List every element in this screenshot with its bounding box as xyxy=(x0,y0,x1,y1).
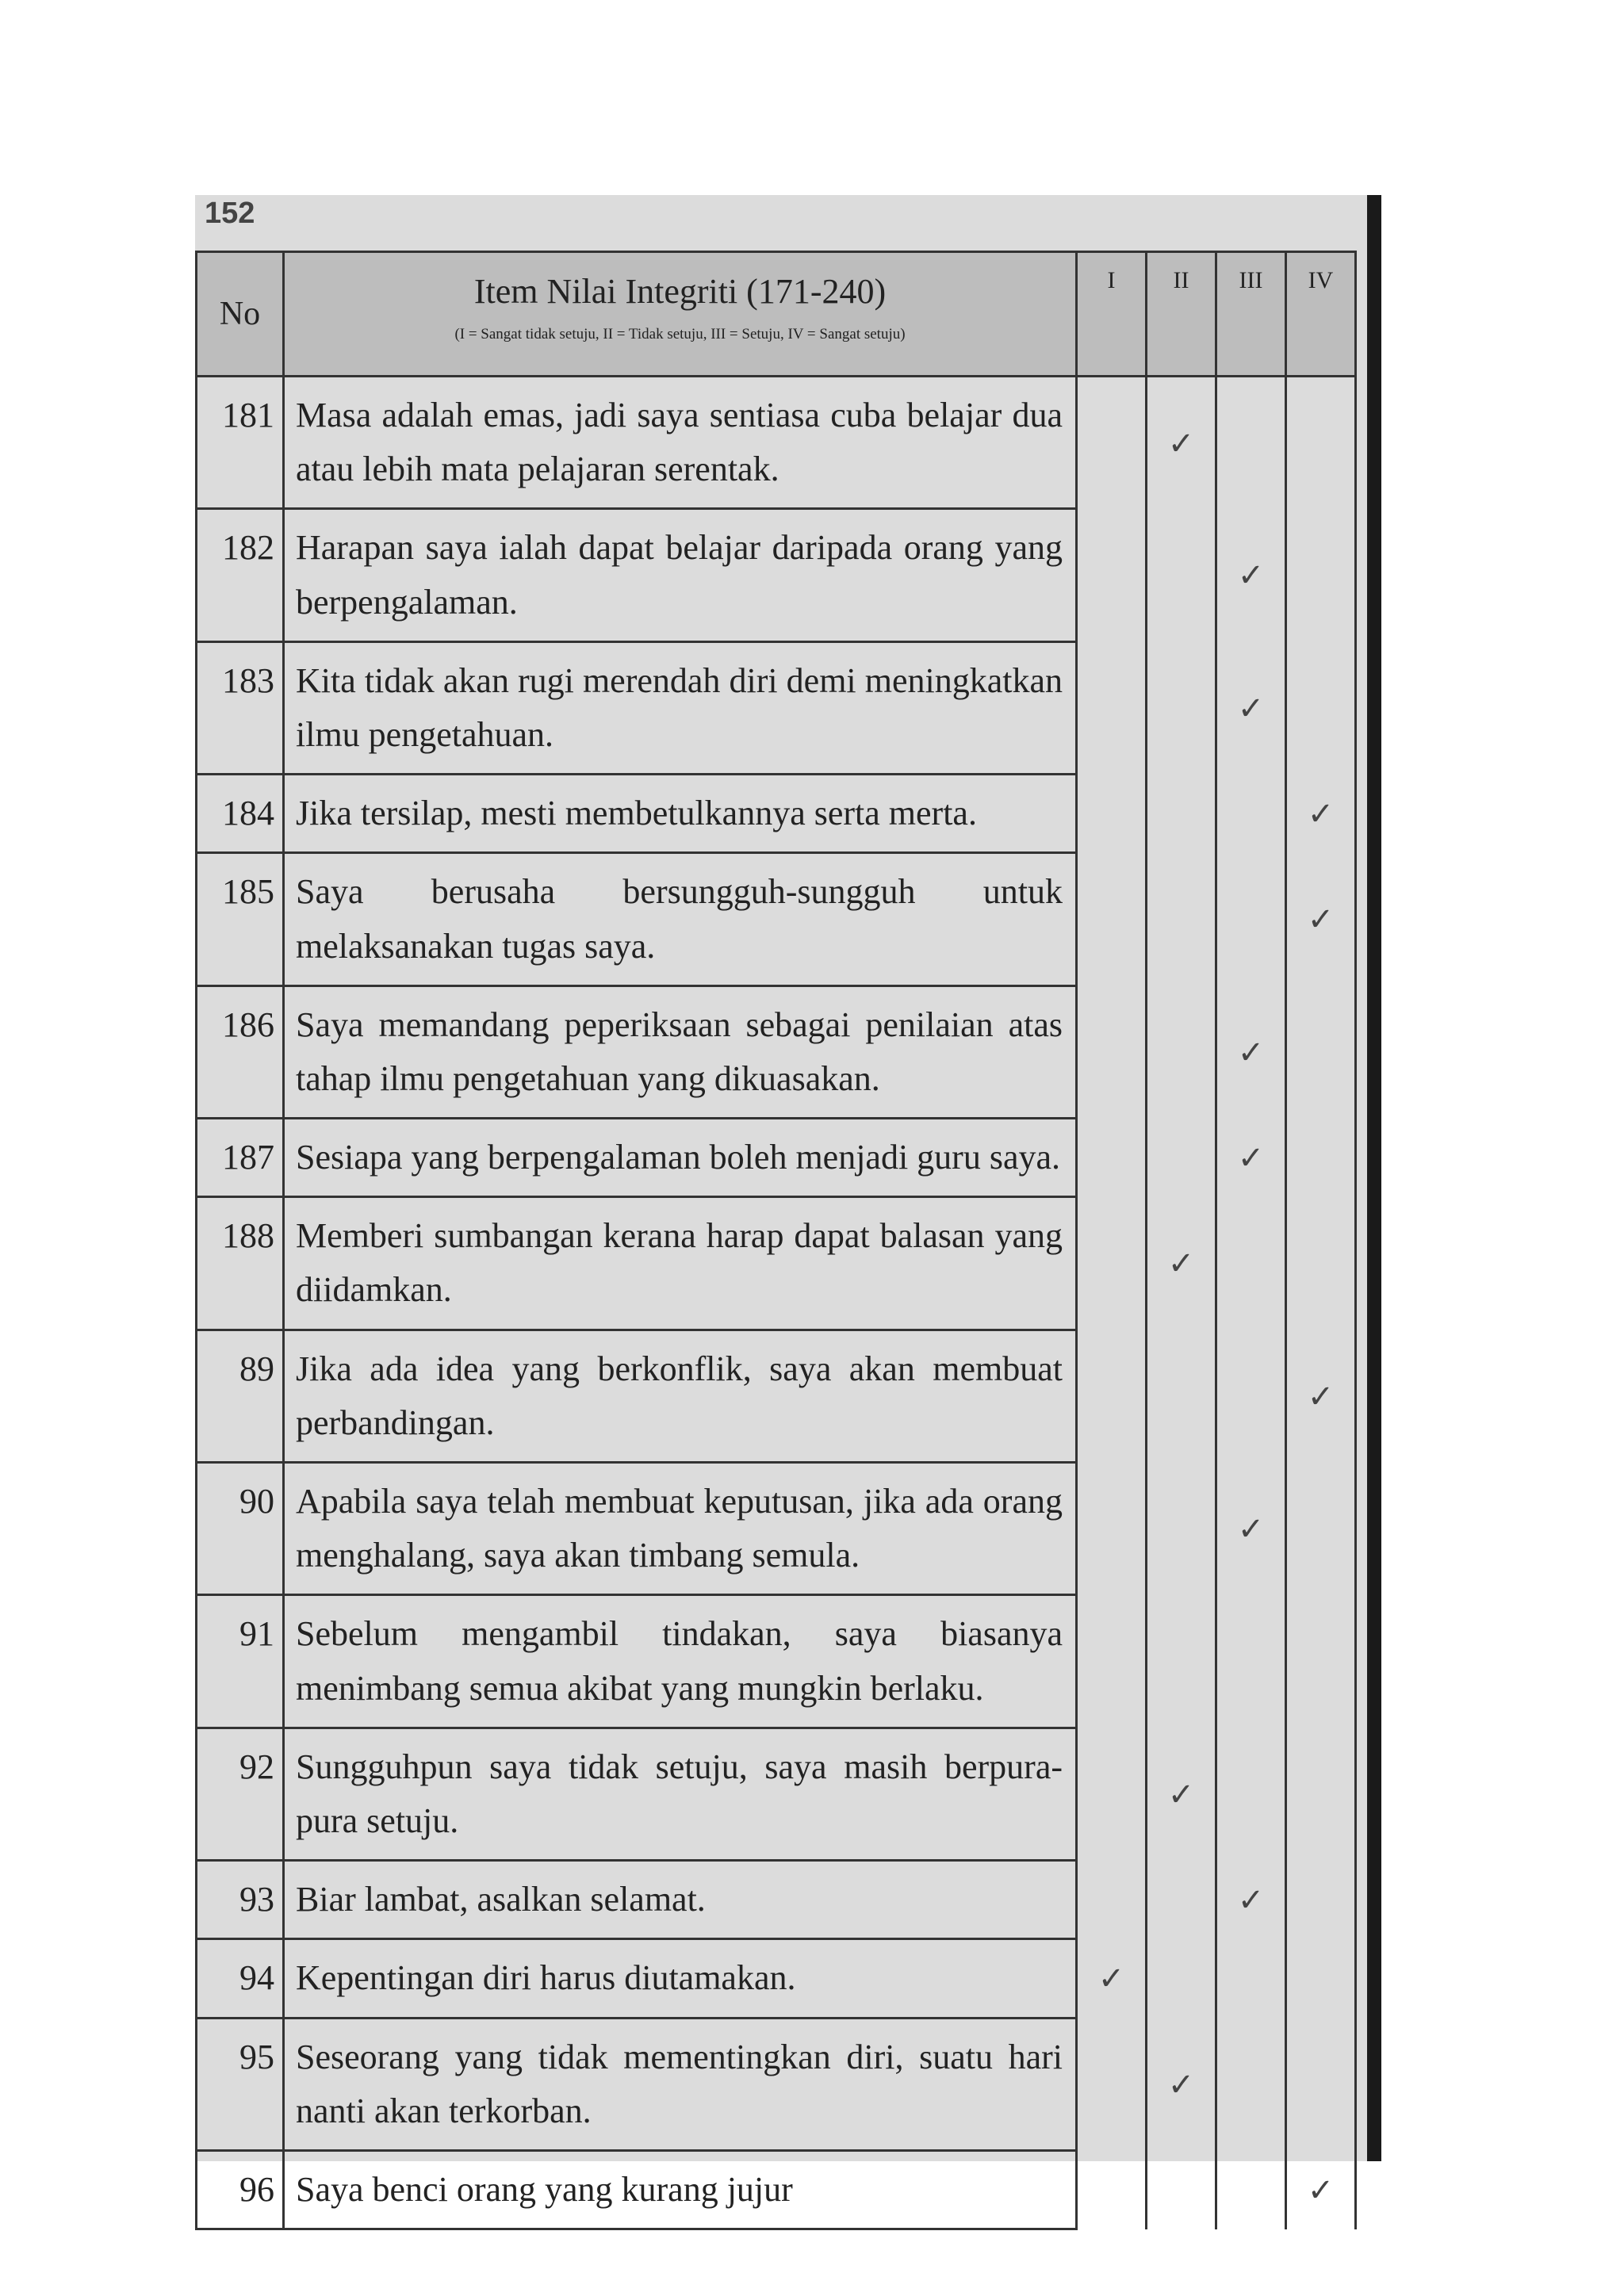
response-cell-3[interactable] xyxy=(1216,1595,1286,1728)
row-number: 182 xyxy=(197,509,284,641)
row-number: 95 xyxy=(197,2018,284,2150)
response-cell-3[interactable] xyxy=(1216,985,1286,1118)
response-cell-3[interactable] xyxy=(1216,775,1286,853)
row-number: 96 xyxy=(197,2150,284,2229)
response-cell-1[interactable] xyxy=(1077,1728,1147,1860)
row-statement: Seseorang yang tidak mementingkan diri, suatu hari nanti akan terkorban. xyxy=(284,2018,1077,2150)
table-row xyxy=(197,641,1356,774)
row-statement: Kita tidak akan rugi merendah diri demi meningkatkan ilmu pengetahuan. xyxy=(284,641,1077,774)
check-mark-icon: ✓ xyxy=(1167,2066,1195,2103)
response-cell-4[interactable] xyxy=(1286,1861,1356,1939)
response-cell-3[interactable] xyxy=(1216,509,1286,641)
response-cell-3[interactable] xyxy=(1216,1330,1286,1462)
row-statement: Saya benci orang yang kurang jujur xyxy=(284,2150,1077,2229)
response-cell-4[interactable] xyxy=(1286,1939,1356,2018)
book-photo xyxy=(195,195,1381,2209)
check-mark-icon: ✓ xyxy=(1307,1378,1335,1415)
check-mark-icon: ✓ xyxy=(1237,557,1265,595)
response-cell-4[interactable] xyxy=(1286,1728,1356,1860)
row-statement: Sebelum mengambil tindakan, saya biasanya menimbang semua akibat yang mungkin berlaku. xyxy=(284,1595,1077,1728)
check-mark-icon: ✓ xyxy=(1307,796,1335,833)
header-title: Item Nilai Integriti (171-240) xyxy=(473,272,887,311)
row-number: 186 xyxy=(197,985,284,1118)
check-mark-icon: ✓ xyxy=(1167,1246,1195,1283)
response-cell-4[interactable] xyxy=(1286,1119,1356,1197)
response-cell-2[interactable] xyxy=(1147,377,1216,509)
row-statement: Sungguhpun saya tidak setuju, saya masih berpura-pura setuju. xyxy=(284,1728,1077,1860)
table-header-row xyxy=(197,252,1356,377)
response-cell-1[interactable] xyxy=(1077,2150,1147,2229)
page-number: 152 xyxy=(205,197,255,230)
check-mark-icon: ✓ xyxy=(1307,2172,1335,2209)
response-cell-2[interactable] xyxy=(1147,2150,1216,2229)
row-number: 93 xyxy=(197,1861,284,1939)
table-row xyxy=(197,985,1356,1118)
check-mark-icon: ✓ xyxy=(1167,1776,1195,1813)
response-cell-3[interactable] xyxy=(1216,1463,1286,1595)
response-cell-1[interactable] xyxy=(1077,2018,1147,2150)
response-cell-4[interactable] xyxy=(1286,641,1356,774)
integrity-items-table xyxy=(195,251,1357,2230)
page-edge-shadow xyxy=(1367,195,1381,2161)
row-statement: Saya memandang peperiksaan sebagai penilaian atas tahap ilmu pengetahuan yang dikuasakan. xyxy=(284,985,1077,1118)
response-cell-3[interactable] xyxy=(1216,2150,1286,2229)
response-cell-4[interactable] xyxy=(1286,1330,1356,1462)
row-number: 90 xyxy=(197,1463,284,1595)
check-mark-icon: ✓ xyxy=(1237,1511,1265,1548)
response-cell-3[interactable] xyxy=(1216,1861,1286,1939)
response-cell-2[interactable] xyxy=(1147,1463,1216,1595)
response-cell-2[interactable] xyxy=(1147,509,1216,641)
response-cell-3[interactable] xyxy=(1216,2018,1286,2150)
header-scale-2: II xyxy=(1147,252,1216,377)
row-number: 183 xyxy=(197,641,284,774)
response-cell-4[interactable] xyxy=(1286,1595,1356,1728)
check-mark-icon: ✓ xyxy=(1237,1034,1265,1071)
response-cell-2[interactable] xyxy=(1147,1119,1216,1197)
response-cell-4[interactable] xyxy=(1286,509,1356,641)
response-cell-4[interactable] xyxy=(1286,1197,1356,1330)
response-cell-4[interactable] xyxy=(1286,853,1356,985)
check-mark-icon: ✓ xyxy=(1237,1882,1265,1919)
response-cell-4[interactable] xyxy=(1286,2018,1356,2150)
response-cell-2[interactable] xyxy=(1147,2018,1216,2150)
response-cell-3[interactable] xyxy=(1216,641,1286,774)
response-cell-2[interactable] xyxy=(1147,1595,1216,1728)
table-row xyxy=(197,1463,1356,1595)
response-cell-1[interactable] xyxy=(1077,1463,1147,1595)
response-cell-1[interactable] xyxy=(1077,1861,1147,1939)
row-number: 184 xyxy=(197,775,284,853)
table-row xyxy=(197,1728,1356,1860)
response-cell-2[interactable] xyxy=(1147,1861,1216,1939)
response-cell-2[interactable] xyxy=(1147,775,1216,853)
table-row xyxy=(197,1119,1356,1197)
response-cell-3[interactable] xyxy=(1216,1939,1286,2018)
response-cell-2[interactable] xyxy=(1147,1197,1216,1330)
response-cell-1[interactable] xyxy=(1077,509,1147,641)
table-row xyxy=(197,509,1356,641)
response-cell-1[interactable] xyxy=(1077,775,1147,853)
response-cell-3[interactable] xyxy=(1216,853,1286,985)
response-cell-1[interactable] xyxy=(1077,641,1147,774)
response-cell-3[interactable] xyxy=(1216,1197,1286,1330)
row-statement: Apabila saya telah membuat keputusan, jika ada orang menghalang, saya akan timbang semula. xyxy=(284,1463,1077,1595)
response-cell-4[interactable] xyxy=(1286,985,1356,1118)
row-statement: Biar lambat, asalkan selamat. xyxy=(284,1861,1077,1939)
header-item xyxy=(284,252,1077,377)
row-number: 89 xyxy=(197,1330,284,1462)
response-cell-2[interactable] xyxy=(1147,641,1216,774)
response-cell-1[interactable] xyxy=(1077,1939,1147,2018)
table-row xyxy=(197,1939,1356,2018)
check-mark-icon: ✓ xyxy=(1097,1961,1125,1998)
response-cell-3[interactable] xyxy=(1216,1119,1286,1197)
response-cell-1[interactable] xyxy=(1077,985,1147,1118)
response-cell-1[interactable] xyxy=(1077,1595,1147,1728)
header-scale-3: III xyxy=(1216,252,1286,377)
row-statement: Masa adalah emas, jadi saya sentiasa cuba belajar dua atau lebih mata pelajaran serentak. xyxy=(284,377,1077,509)
header-legend: (I = Sangat tidak setuju, II = Tidak setuju, III = Setuju, IV = Sangat setuju) xyxy=(454,326,906,342)
response-cell-4[interactable] xyxy=(1286,2150,1356,2229)
response-cell-2[interactable] xyxy=(1147,853,1216,985)
response-cell-4[interactable] xyxy=(1286,1463,1356,1595)
response-cell-2[interactable] xyxy=(1147,985,1216,1118)
response-cell-2[interactable] xyxy=(1147,1939,1216,2018)
table-row xyxy=(197,377,1356,509)
table-row xyxy=(197,1330,1356,1462)
row-number: 188 xyxy=(197,1197,284,1330)
row-statement: Jika ada idea yang berkonflik, saya akan membuat perbandingan. xyxy=(284,1330,1077,1462)
response-cell-1[interactable] xyxy=(1077,1197,1147,1330)
check-mark-icon: ✓ xyxy=(1167,425,1195,462)
response-cell-2[interactable] xyxy=(1147,1728,1216,1860)
check-mark-icon: ✓ xyxy=(1307,901,1335,939)
table-row xyxy=(197,1197,1356,1330)
response-cell-2[interactable] xyxy=(1147,1330,1216,1462)
response-cell-1[interactable] xyxy=(1077,1330,1147,1462)
row-number: 187 xyxy=(197,1119,284,1197)
check-mark-icon: ✓ xyxy=(1237,690,1265,727)
response-cell-3[interactable] xyxy=(1216,377,1286,509)
table-row xyxy=(197,775,1356,853)
row-statement: Harapan saya ialah dapat belajar daripada orang yang berpengalaman. xyxy=(284,509,1077,641)
table-row xyxy=(197,1861,1356,1939)
response-cell-3[interactable] xyxy=(1216,1728,1286,1860)
header-scale-1: I xyxy=(1077,252,1147,377)
row-number: 91 xyxy=(197,1595,284,1728)
row-number: 181 xyxy=(197,377,284,509)
row-number: 94 xyxy=(197,1939,284,2018)
response-cell-4[interactable] xyxy=(1286,775,1356,853)
row-statement: Kepentingan diri harus diutamakan. xyxy=(284,1939,1077,2018)
table-row xyxy=(197,853,1356,985)
response-cell-1[interactable] xyxy=(1077,853,1147,985)
row-statement: Sesiapa yang berpengalaman boleh menjadi guru saya. xyxy=(284,1119,1077,1197)
row-number: 92 xyxy=(197,1728,284,1860)
row-statement: Jika tersilap, mesti membetulkannya serta merta. xyxy=(284,775,1077,853)
response-cell-1[interactable] xyxy=(1077,377,1147,509)
table-row xyxy=(197,2018,1356,2150)
response-cell-4[interactable] xyxy=(1286,377,1356,509)
table-row xyxy=(197,2150,1356,2229)
row-statement: Memberi sumbangan kerana harap dapat balasan yang diidamkan. xyxy=(284,1197,1077,1330)
response-cell-1[interactable] xyxy=(1077,1119,1147,1197)
row-number: 185 xyxy=(197,853,284,985)
table-row xyxy=(197,1595,1356,1728)
header-no: No xyxy=(197,252,284,377)
check-mark-icon: ✓ xyxy=(1237,1140,1265,1177)
header-scale-4: IV xyxy=(1286,252,1356,377)
row-statement: Saya berusaha bersungguh-sungguh untuk melaksanakan tugas saya. xyxy=(284,853,1077,985)
book-page xyxy=(195,195,1369,2209)
